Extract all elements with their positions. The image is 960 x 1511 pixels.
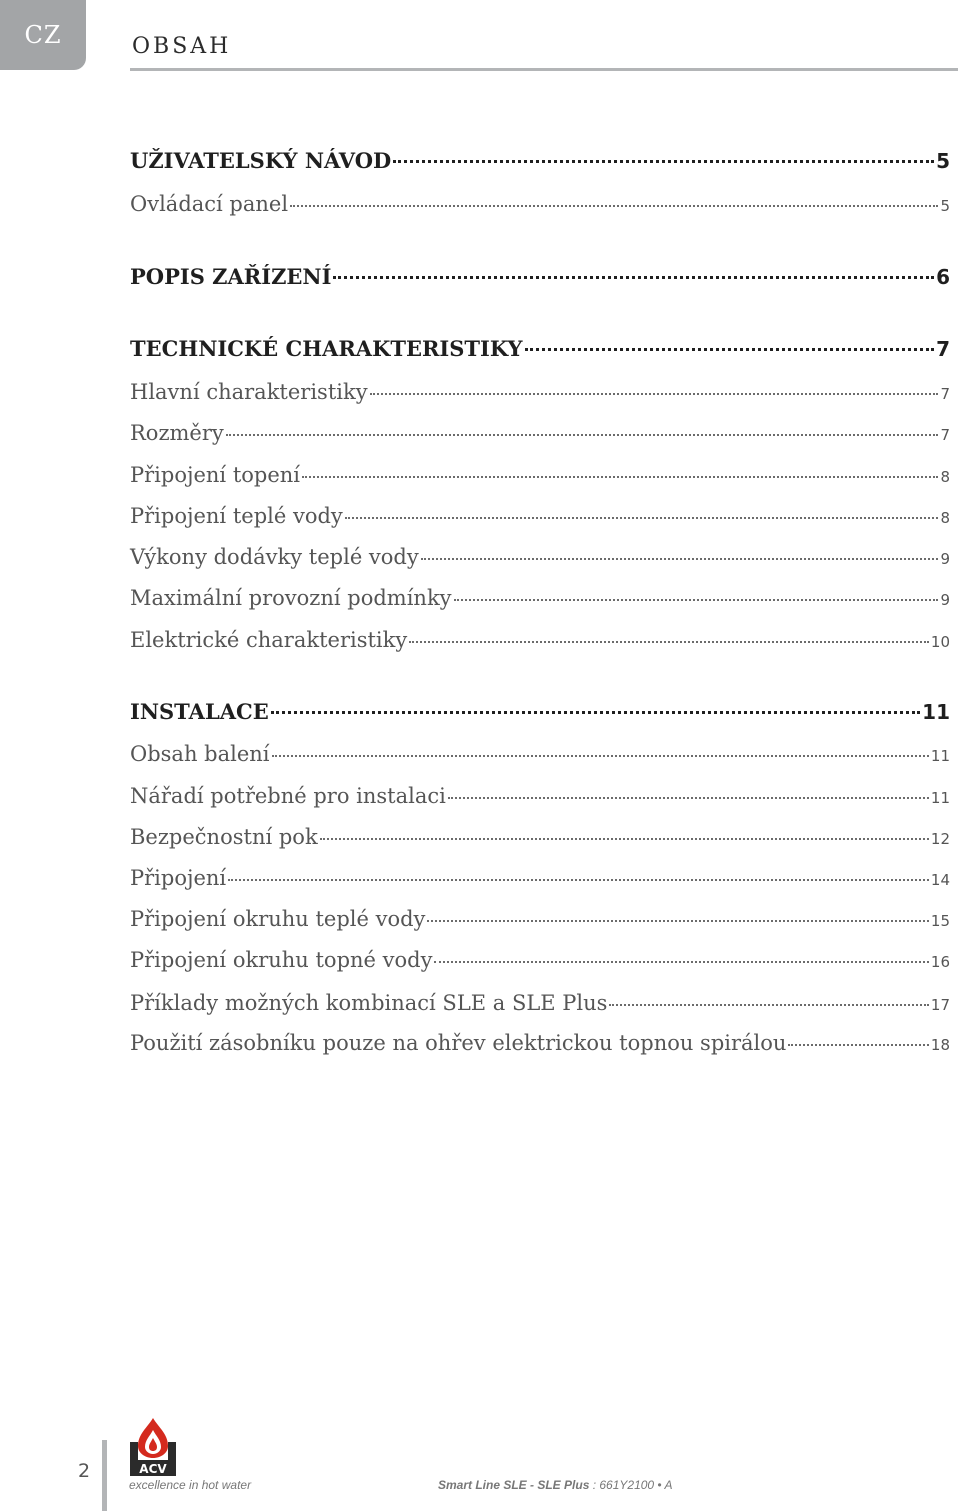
toc-leader-dots [333, 275, 934, 279]
toc-entry-page: 14 [930, 871, 950, 889]
title-divider [130, 68, 958, 71]
toc-entry-page: 11 [930, 789, 950, 807]
toc-entry [130, 1031, 950, 1055]
toc-entry-label: Rozměry [130, 421, 224, 445]
document-title: Smart Line SLE - SLE Plus [438, 1478, 590, 1492]
toc-leader-dots [609, 1003, 928, 1006]
toc-leader-dots [226, 433, 939, 436]
toc-entry-page: 16 [930, 953, 950, 971]
toc-entry-label: Hlavní charakteristiky [130, 380, 368, 404]
toc-leader-dots [272, 754, 929, 757]
toc-entry-label: Připojení okruhu teplé vody [130, 907, 426, 931]
toc-entry [130, 866, 950, 890]
toc-entry-label: Připojení [130, 866, 227, 890]
toc-leader-dots [320, 837, 929, 840]
toc-entry [130, 825, 950, 849]
footer-divider [102, 1440, 107, 1511]
toc-entry [130, 421, 950, 445]
toc-entry [130, 784, 950, 808]
toc-section-entry [130, 336, 950, 361]
toc-leader-dots [393, 159, 934, 163]
toc-section-entry [130, 699, 950, 724]
logo-text: ACV [139, 1462, 167, 1476]
toc-leader-dots [434, 960, 928, 963]
toc-entry [130, 380, 950, 404]
toc-entry [130, 586, 950, 610]
logo-tagline: excellence in hot water [129, 1478, 252, 1492]
toc-entry-page: 15 [930, 912, 950, 930]
toc-leader-dots [228, 878, 929, 881]
toc-entry-label: Ovládací panel [130, 192, 289, 216]
toc-entry [130, 504, 950, 528]
toc-entry-page: 10 [930, 633, 950, 651]
toc-entry-page: 9 [940, 591, 950, 609]
toc-entry-label: Obsah balení [130, 742, 270, 766]
toc-leader-dots [409, 640, 929, 643]
toc-entry-label: UŽIVATELSKÝ NÁVOD [130, 148, 392, 173]
toc-entry-label: INSTALACE [130, 699, 269, 724]
language-label: CZ [24, 21, 62, 49]
toc-entry-page: 5 [936, 149, 950, 173]
toc-entry [130, 991, 950, 1015]
language-tab [0, 0, 86, 70]
toc-section-entry [130, 264, 950, 289]
toc-entry-label: Maximální provozní podmínky [130, 586, 452, 610]
acv-logo-icon [128, 1416, 178, 1478]
document-code: : 661Y2100 • A [589, 1478, 673, 1492]
toc-entry-label: Připojení teplé vody [130, 504, 343, 528]
toc-entry-page: 11 [930, 747, 950, 765]
toc-leader-dots [427, 919, 928, 922]
toc-leader-dots [290, 204, 938, 207]
toc-entry-label: Připojení topení [130, 463, 301, 487]
toc-leader-dots [454, 598, 939, 601]
toc-entry-label: Použití zásobníku pouze na ohřev elektrickou topnou spirálou [130, 1031, 787, 1055]
page-number: 2 [78, 1460, 91, 1482]
toc-entry-label: Bezpečnostní pok [130, 825, 318, 849]
toc-section-entry [130, 148, 950, 173]
toc-entry-label: Výkony dodávky teplé vody [130, 545, 419, 569]
page-title: OBSAH [132, 34, 232, 59]
toc-entry-page: 17 [930, 996, 950, 1014]
toc-leader-dots [525, 347, 935, 351]
toc-leader-dots [271, 710, 920, 714]
document-id [438, 1478, 673, 1492]
toc-entry [130, 192, 950, 216]
toc-entry-page: 6 [936, 265, 950, 289]
toc-entry-page: 8 [940, 509, 950, 527]
toc-entry [130, 907, 950, 931]
toc-entry-label: TECHNICKÉ CHARAKTERISTIKY [130, 336, 523, 361]
toc-leader-dots [421, 557, 939, 560]
toc-entry-label: Připojení okruhu topné vody [130, 948, 433, 972]
toc-entry-page: 18 [930, 1036, 950, 1054]
toc-entry [130, 948, 950, 972]
toc-entry-label: POPIS ZAŘÍZENÍ [130, 264, 332, 289]
toc-entry [130, 742, 950, 766]
toc-leader-dots [345, 516, 939, 519]
toc-entry-label: Příklady možných kombinací SLE a SLE Plus [130, 991, 608, 1015]
toc-leader-dots [448, 796, 929, 799]
toc-entry [130, 463, 950, 487]
toc-entry-page: 5 [940, 197, 950, 215]
toc-entry-page: 7 [936, 337, 950, 361]
toc-entry-page: 7 [940, 385, 950, 403]
toc-entry-label: Elektrické charakteristiky [130, 628, 408, 652]
toc-leader-dots [370, 392, 939, 395]
toc-entry-page: 8 [940, 468, 950, 486]
toc-entry-page: 11 [922, 700, 950, 724]
toc-entry-page: 7 [940, 426, 950, 444]
toc-entry [130, 628, 950, 652]
toc-leader-dots [302, 475, 938, 478]
toc-entry-page: 12 [930, 830, 950, 848]
toc-entry [130, 545, 950, 569]
toc-entry-label: Nářadí potřebné pro instalaci [130, 784, 446, 808]
toc-entry-page: 9 [940, 550, 950, 568]
toc-leader-dots [788, 1043, 928, 1046]
